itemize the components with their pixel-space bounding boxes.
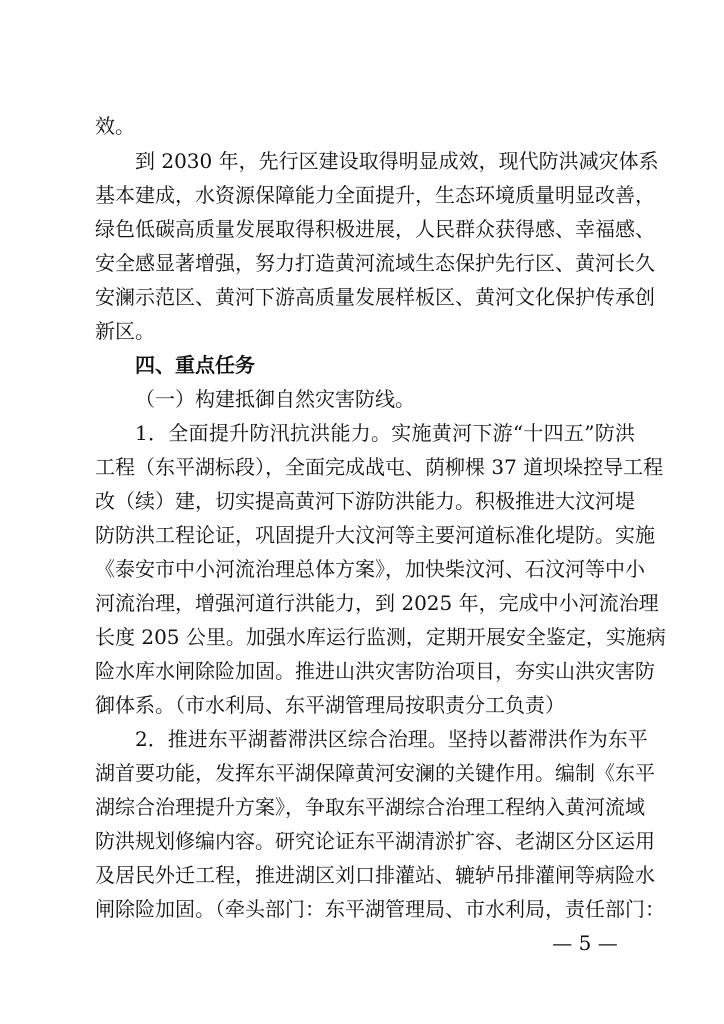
text-line: 河流治理，增强河道行洪能力，到 2025 年，完成中小河流治理 (95, 591, 659, 615)
text-line: 《泰安市中小河流治理总体方案》，加快柴汶河、石汶河等中小 (95, 557, 645, 581)
text-line: 御体系。（市水利局、东平湖管理局按职责分工负责） (95, 693, 565, 717)
page-number: — 5 — (552, 931, 618, 955)
text-line: 险水库水闸除险加固。推进山洪灾害防治项目，夯实山洪灾害防 (95, 659, 655, 683)
text-line: 防防洪工程论证，巩固提升大汶河等主要河道标准化堤防。实施 (95, 523, 655, 547)
text-line: 及居民外迁工程，推进湖区刘口排灌站、辘轳吊排灌闸等病险水 (95, 863, 655, 887)
text-line: 工程（东平湖标段），全面完成战屯、荫柳棵 37 道坝垛控导工程 (95, 455, 664, 479)
text-line: 安全感显著增强，努力打造黄河流域生态保护先行区、黄河长久 (95, 251, 655, 275)
text-line: 1．全面提升防汛抗洪能力。实施黄河下游“十四五”防洪 (135, 421, 635, 445)
text-line: 基本建成，水资源保障能力全面提升，生态环境质量明显改善， (95, 183, 655, 207)
text-line: 到 2030 年，先行区建设取得明显成效，现代防洪减灾体系 (135, 149, 659, 173)
text-line: 长度 205 公里。加强水库运行监测，定期开展安全鉴定，实施病 (95, 625, 666, 649)
text-line: 闸除险加固。（牵头部门：东平湖管理局、市水利局，责任部门： (95, 897, 665, 921)
text-line: 新区。 (95, 319, 155, 343)
text-line: 绿色低碳高质量发展取得积极进展，人民群众获得感、幸福感、 (95, 217, 655, 241)
text-line: 湖综合治理提升方案》，争取东平湖综合治理工程纳入黄河流域 (95, 795, 645, 819)
text-line: 改（续）建，切实提高黄河下游防洪能力。积极推进大汶河堤 (95, 489, 635, 513)
text-line: 效。 (95, 114, 135, 138)
text-line: 安澜示范区、黄河下游高质量发展样板区、黄河文化保护传承创 (95, 285, 655, 309)
subsection-heading: （一）构建抵御自然灾害防线。 (135, 387, 415, 411)
text-line: 湖首要功能，发挥东平湖保障黄河安澜的关键作用。编制《东平 (95, 761, 655, 785)
section-heading: 四、重点任务 (135, 353, 255, 377)
text-line: 2．推进东平湖蓄滞洪区综合治理。坚持以蓄滞洪作为东平 (135, 727, 648, 751)
text-line: 防洪规划修编内容。研究论证东平湖清淤扩容、老湖区分区运用 (95, 829, 655, 853)
